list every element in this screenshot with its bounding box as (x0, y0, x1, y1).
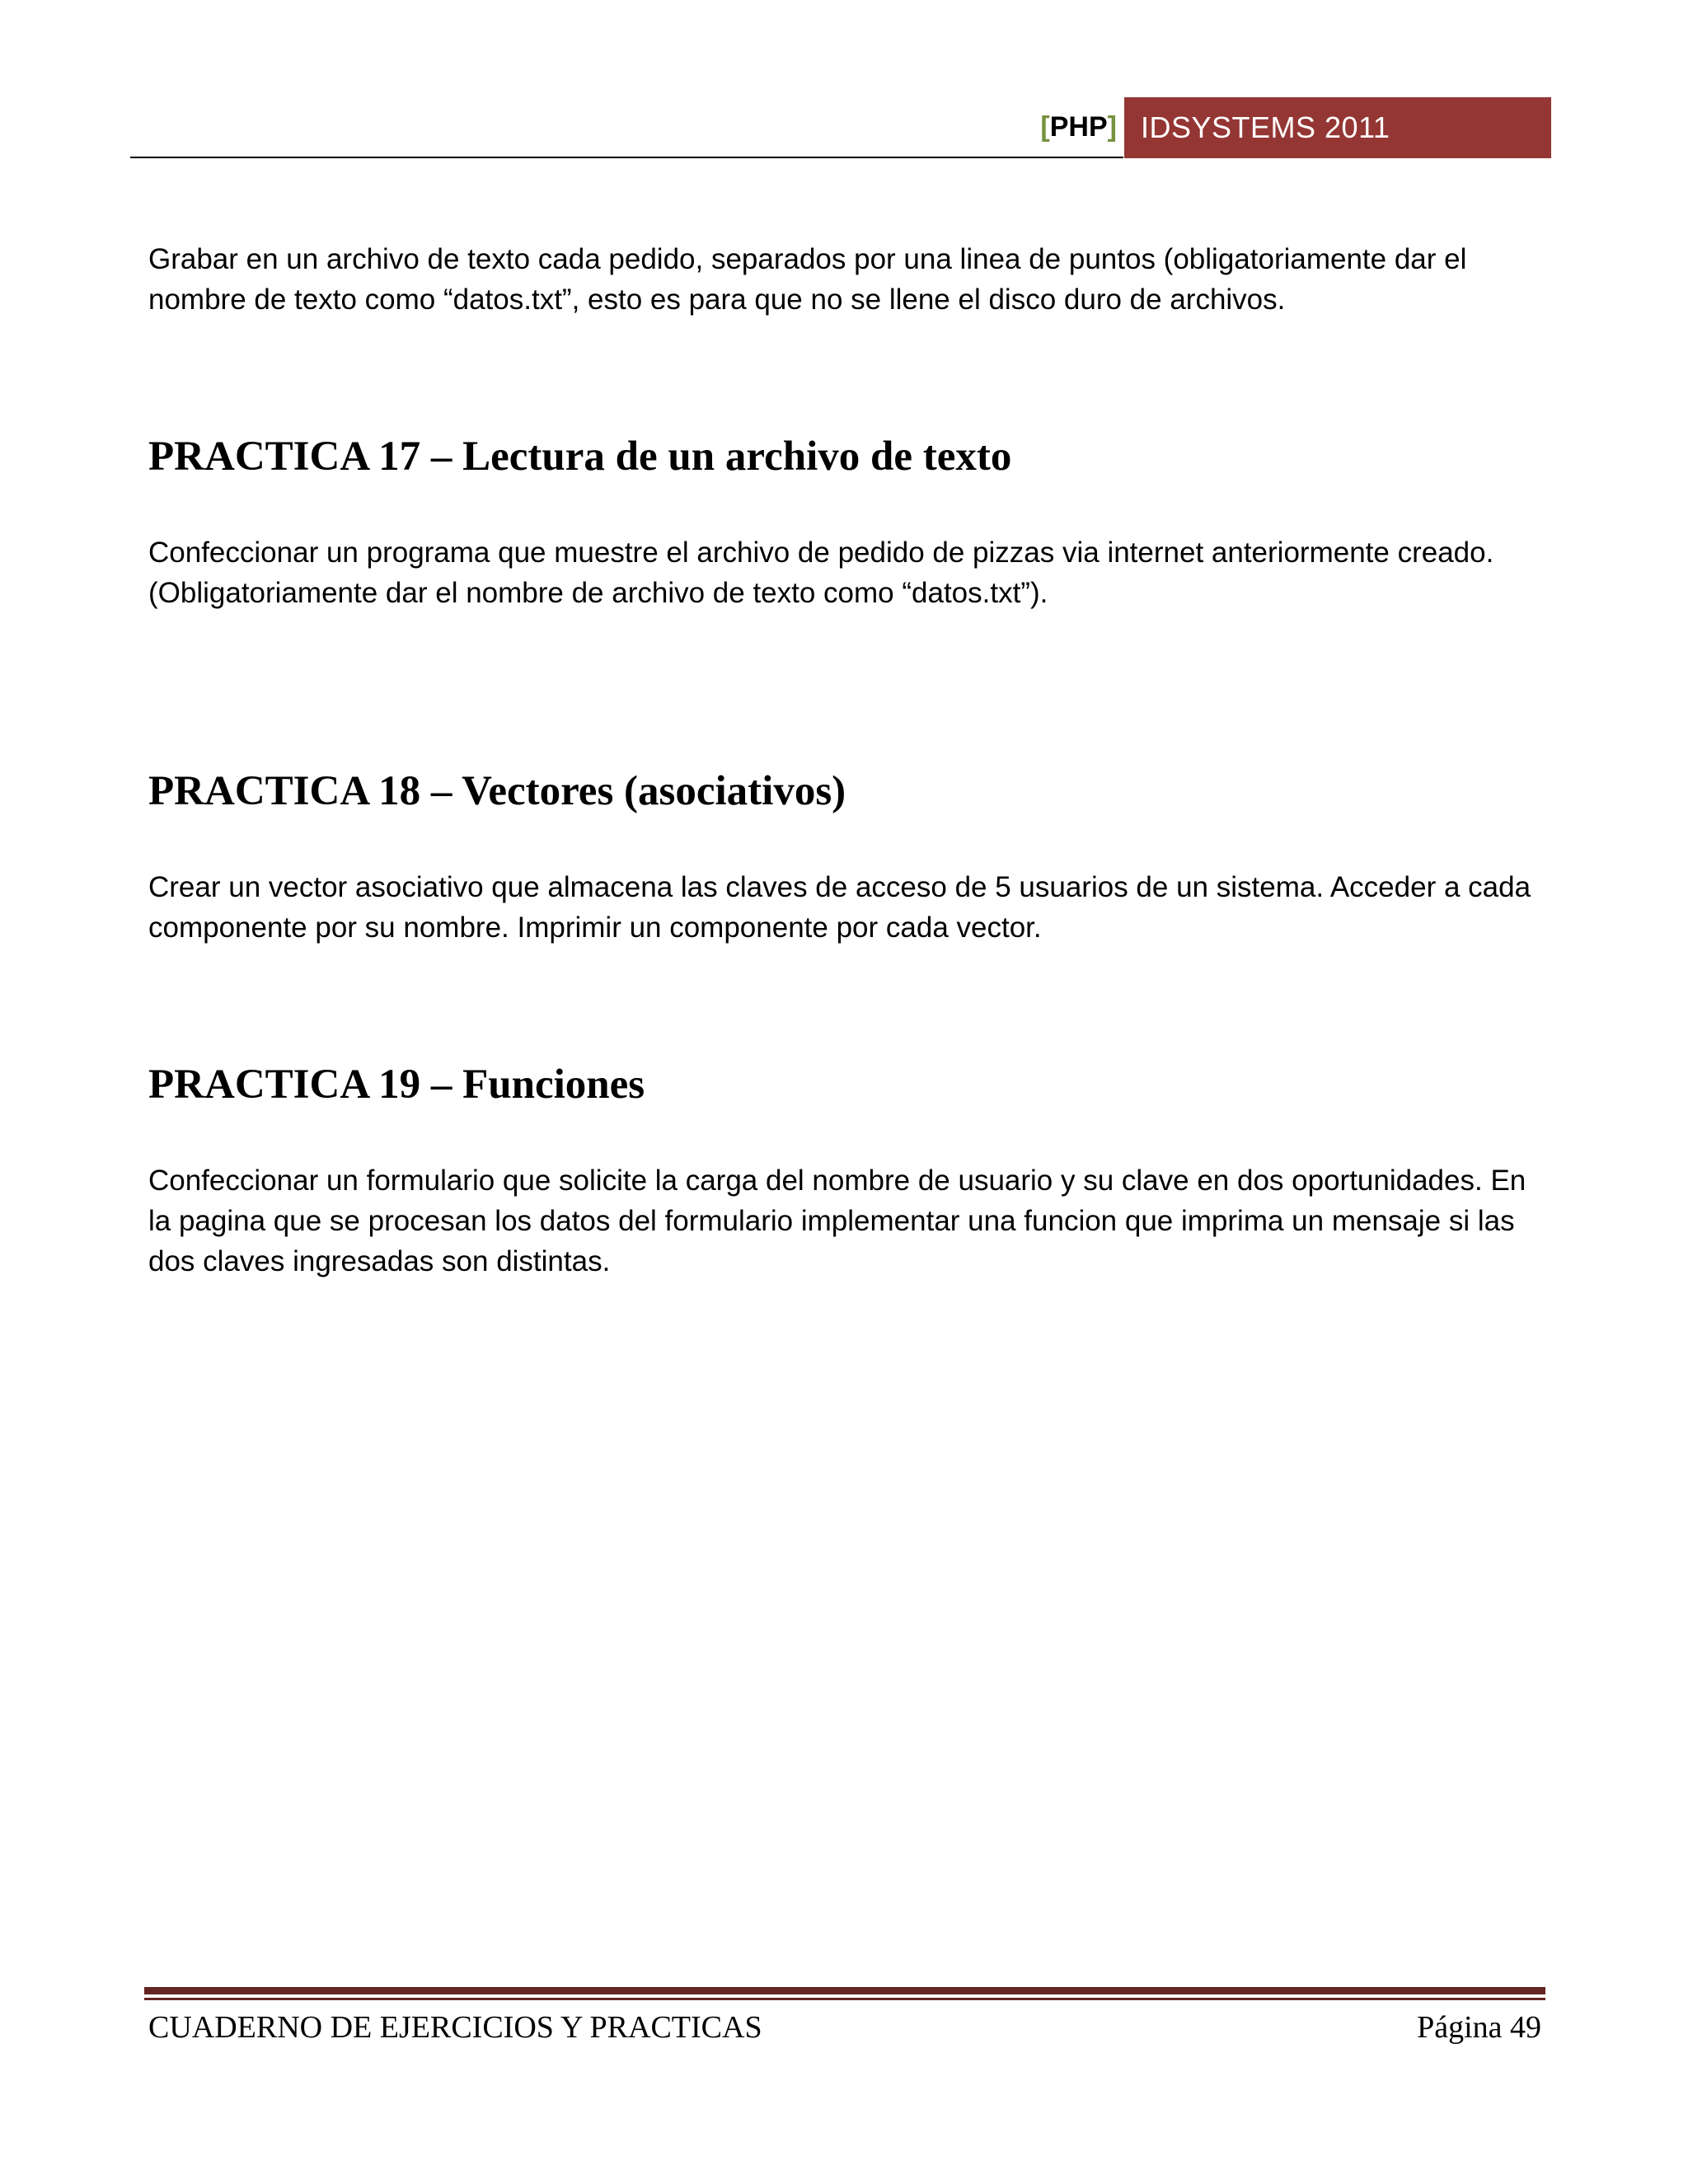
header-banner-text: IDSYSTEMS 2011 (1141, 110, 1390, 144)
section-text-practica-18: Crear un vector asociativo que almacena las claves de acceso de 5 usuarios de un sistema. Acceder a cada componente por su nombre. Imprimir un componente por cada vector. (148, 871, 1531, 944)
section-heading-practica-18: PRACTICA 18 – Vectores (asociativos) (148, 768, 846, 814)
header-banner (1124, 97, 1551, 158)
header-bracket-open: [ (1040, 110, 1050, 143)
header-tag (1014, 97, 1117, 157)
page-number: Página 49 (1417, 2010, 1541, 2045)
footer-divider-thick (144, 1987, 1545, 1994)
header-divider (130, 157, 1123, 158)
intro-paragraph: Grabar en un archivo de texto cada pedido, separados por una linea de puntos (obligatoriamente dar el nombre de texto como “datos.txt”, esto es para que no se llene el disco duro de archivos. (148, 243, 1467, 316)
section-text-practica-17: Confeccionar un programa que muestre el archivo de pedido de pizzas via internet anteriormente creado. (Obligatoriamente dar el nombre de archivo de texto como “datos.txt”). (148, 537, 1494, 609)
section-heading-practica-19: PRACTICA 19 – Funciones (148, 1062, 645, 1108)
header-tag-label: PHP (1049, 110, 1108, 143)
footer-title: CUADERNO DE EJERCICIOS Y PRACTICAS (148, 2010, 762, 2045)
footer-divider-thin (144, 1998, 1545, 2000)
header-bracket-close: ] (1107, 110, 1117, 143)
section-text-practica-19: Confeccionar un formulario que solicite la carga del nombre de usuario y su clave en dos oportunidades. En la pagina que se procesan los datos del formulario implementar una funcion que imprima un mensaje si las dos claves ingresadas son distintas. (148, 1165, 1526, 1277)
section-heading-practica-17: PRACTICA 17 – Lectura de un archivo de texto (148, 434, 1012, 480)
